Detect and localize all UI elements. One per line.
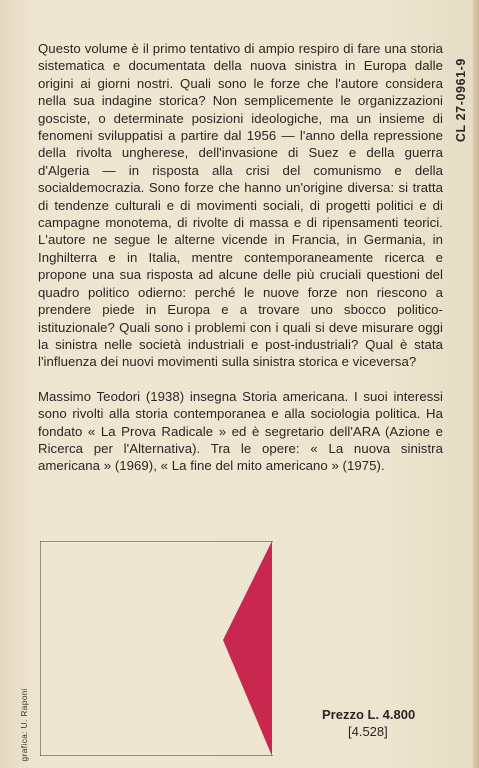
blurb-text — [38, 40, 443, 475]
author-bio: Massimo Teodori (1938) insegna Storia americana. I suoi interessi sono rivolti alla storia contemporanea e alla sociologia politica. Ha fondato « La Prova Radicale » ed è segretario dell'ARA (Azione e Ricerca per l'Alternativa). Tra le opere: « La nuova sinistra americana » (1969), « La fine del mito americano » (1975). — [38, 388, 443, 474]
red-shape — [223, 541, 272, 756]
cover-graphic — [40, 541, 273, 756]
price-code: [4.528] — [348, 724, 388, 739]
isbn-code: CL 27-0961-9 — [454, 58, 468, 143]
price-label: Prezzo L. 4.800 — [322, 707, 416, 722]
design-credit: grafica: U. Raponi — [19, 688, 29, 762]
blurb-paragraph: Questo volume è il primo tentativo di ampio respiro di fare una storia sistematica e documentata della nuova sinistra in Europa dalle origini ai giorni nostri. Quali sono le forze che l'autore considera nella sua indagine storica? Non semplicemente le organizzazioni gosciste, o determinate posizioni ideologiche, ma un insieme di fenomeni sviluppatisi a partire dal 1956 — l'anno della repressione della rivolta ungherese, dell'invasione di Suez e della guerra d'Algeria — in risposta alla crisi del comunismo e della socialdemocrazia. Sono forze che hanno un'origine diversa: si tratta di tendenze culturali e di movimenti sociali, di progetti politici e di campagne monotema, di rivolte di massa e di ripensamenti teorici. L'autore ne segue le alterne vicende in Francia, in Germania, in Inghilterra e in Italia, mentre contemporaneamente ricerca e propone una sua risposta ad alcune delle più cruciali questioni del quadro politico odierno: perché le nuove forze non riescono a prendere piede in Europa e a trovare uno sbocco politico-istituzionale? Quali sono i problemi con i quali si deve misurare oggi la sinistra nelle società industriali e post-industriali? Qual è stata l'influenza dei nuovi movimenti sulla sinistra storica e viceversa? — [38, 41, 443, 370]
price-block — [322, 706, 442, 740]
cover-edge — [473, 0, 479, 768]
